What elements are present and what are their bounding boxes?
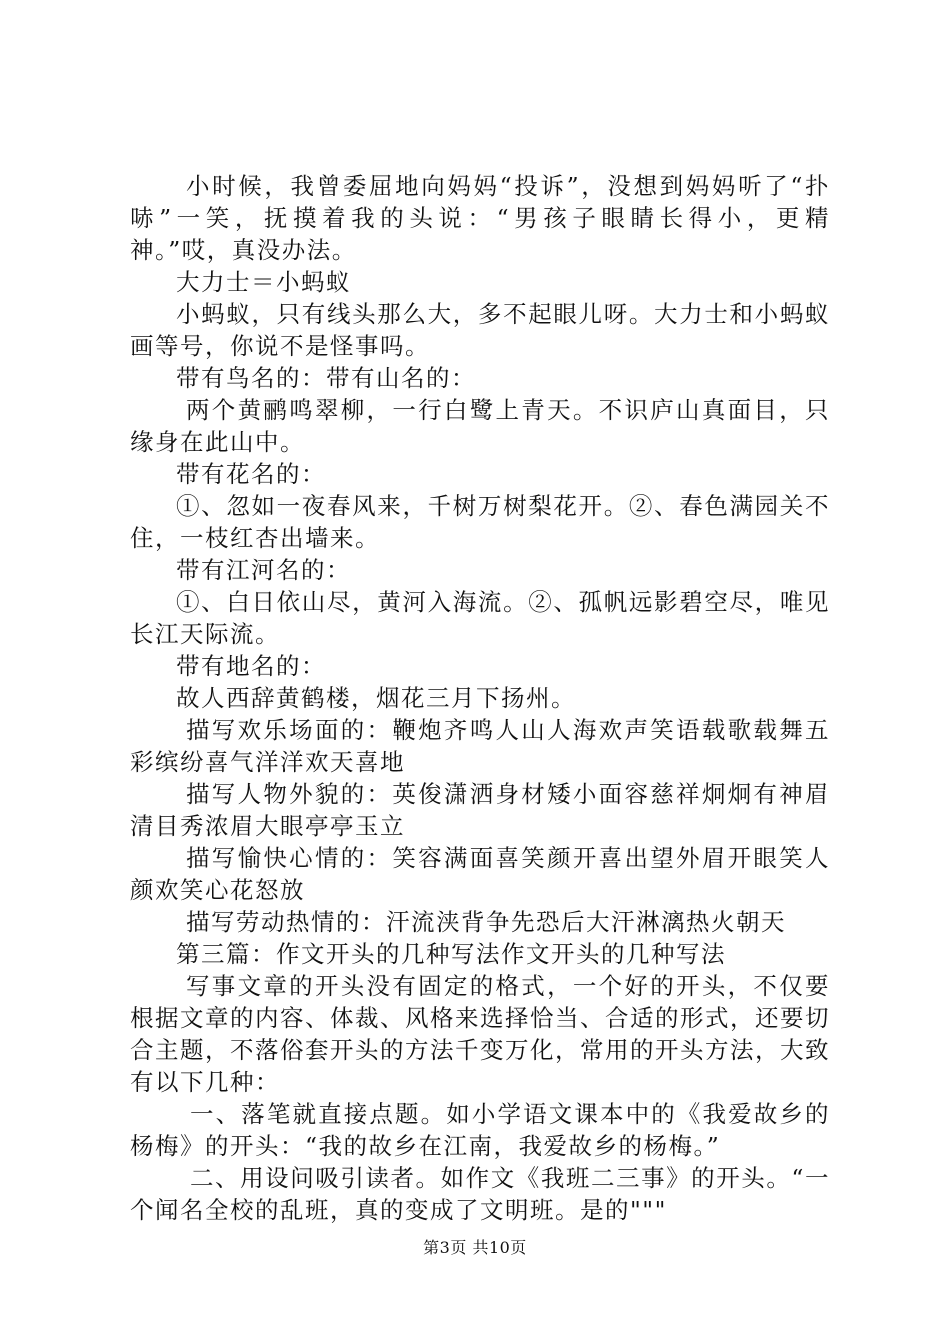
paragraph-heading: 大力士＝小蚂蚁 xyxy=(176,268,351,296)
paragraph: 描写欢乐场面的：鞭炮齐鸣人山人海欢声笑语载歌载舞五彩缤纷喜气洋洋欢天喜地 xyxy=(130,716,830,776)
paragraph: 描写愉快心情的：笑容满面喜笑颜开喜出望外眉开眼笑人颜欢笑心花怒放 xyxy=(130,844,830,904)
paragraph-heading: 带有鸟名的：带有山名的： xyxy=(176,364,476,392)
paragraph: 一、落笔就直接点题。如小学语文课本中的《我爱故乡的杨梅》的开头：“我的故乡在江南，我爱故乡的杨梅。” xyxy=(130,1100,830,1160)
document-body xyxy=(130,170,830,1226)
paragraph: 描写人物外貌的：英俊潇洒身材矮小面容慈祥炯炯有神眉清目秀浓眉大眼亭亭玉立 xyxy=(130,780,830,840)
paragraph: 小时候，我曾委屈地向妈妈“投诉”，没想到妈妈听了“扑哧”一笑，抚摸着我的头说：“男孩子眼睛长得小，更精神。”哎，真没办法。 xyxy=(130,172,830,264)
paragraph: 写事文章的开头没有固定的格式，一个好的开头，不仅要根据文章的内容、体裁、风格来选择恰当、合适的形式，还要切合主题，不落俗套开头的方法千变万化，常用的开头方法，大致有以下几种： xyxy=(130,972,830,1096)
paragraph-heading: 带有地名的： xyxy=(176,652,326,680)
paragraph-heading: 带有花名的： xyxy=(176,460,326,488)
paragraph: 小蚂蚁，只有线头那么大，多不起眼儿呀。大力士和小蚂蚁画等号，你说不是怪事吗。 xyxy=(130,300,830,360)
page-number-footer: 第3页 共10页 xyxy=(423,1238,527,1257)
paragraph: ①、白日依山尽，黄河入海流。②、孤帆远影碧空尽，唯见长江天际流。 xyxy=(130,588,830,648)
paragraph-heading: 带有江河名的： xyxy=(176,556,351,584)
paragraph: ①、忽如一夜春风来，千树万树梨花开。②、春色满园关不住，一枝红杏出墙来。 xyxy=(130,492,830,552)
paragraph: 描写劳动热情的：汗流浃背争先恐后大汗淋漓热火朝天 xyxy=(186,908,786,936)
paragraph: 两个黄鹂鸣翠柳，一行白鹭上青天。不识庐山真面目，只缘身在此山中。 xyxy=(130,396,830,456)
paragraph: 故人西辞黄鹤楼，烟花三月下扬州。 xyxy=(176,684,576,712)
paragraph: 二、用设问吸引读者。如作文《我班二三事》的开头。“一个闻名全校的乱班，真的变成了文明班。是的""" xyxy=(130,1164,830,1224)
section-heading: 第三篇：作文开头的几种写法作文开头的几种写法 xyxy=(176,940,726,968)
